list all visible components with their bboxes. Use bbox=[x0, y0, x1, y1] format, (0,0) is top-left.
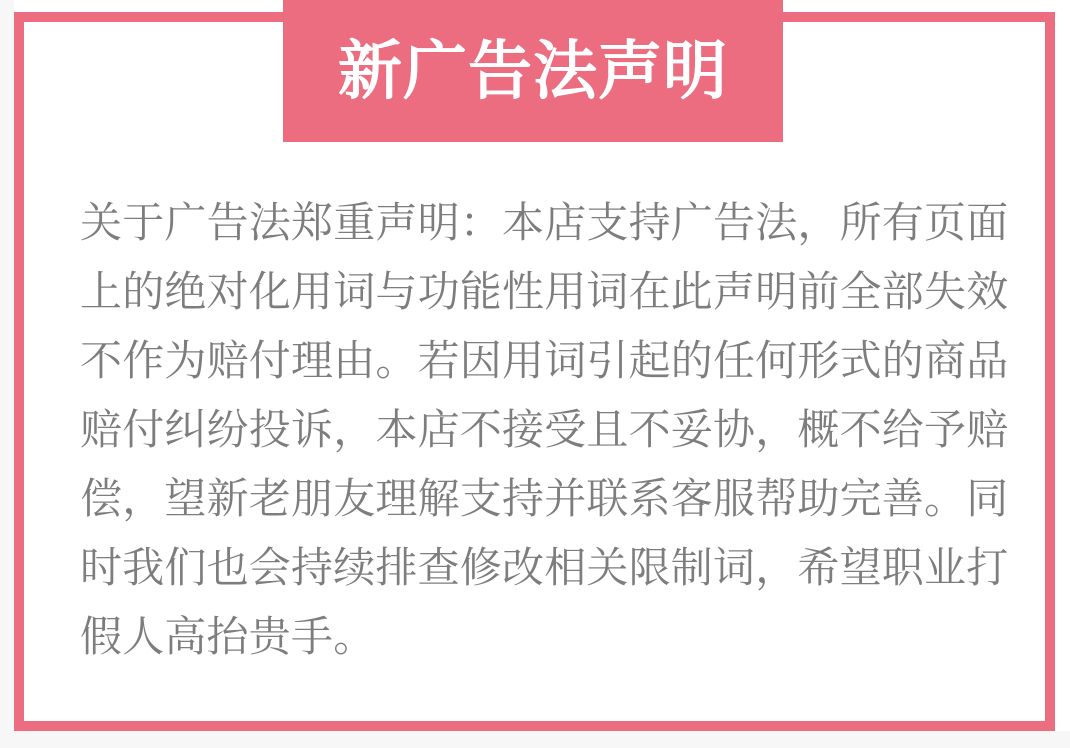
statement-text bbox=[80, 188, 1015, 671]
page-gutter bbox=[0, 0, 14, 748]
statement-line: 上的绝对化用词与功能性用词在此声明前全部失效 bbox=[80, 268, 1009, 315]
page-title: 新广告法声明 bbox=[338, 35, 728, 107]
statement-line: 偿，望新老朋友理解支持并联系客服帮助完善。同 bbox=[80, 475, 1009, 522]
title-banner bbox=[283, 0, 783, 142]
statement-line: 关于广告法郑重声明：本店支持广告法，所有页面 bbox=[80, 199, 1009, 246]
statement-line: 时我们也会持续排查修改相关限制词，希望职业打 bbox=[80, 544, 1009, 591]
statement-line: 假人高抬贵手。 bbox=[80, 613, 376, 660]
statement-line: 赔付纠纷投诉，本店不接受且不妥协，概不给予赔 bbox=[80, 406, 1009, 453]
page-bottom-strip bbox=[0, 731, 1070, 748]
statement-line: 不作为赔付理由。若因用词引起的任何形式的商品 bbox=[80, 337, 1009, 384]
